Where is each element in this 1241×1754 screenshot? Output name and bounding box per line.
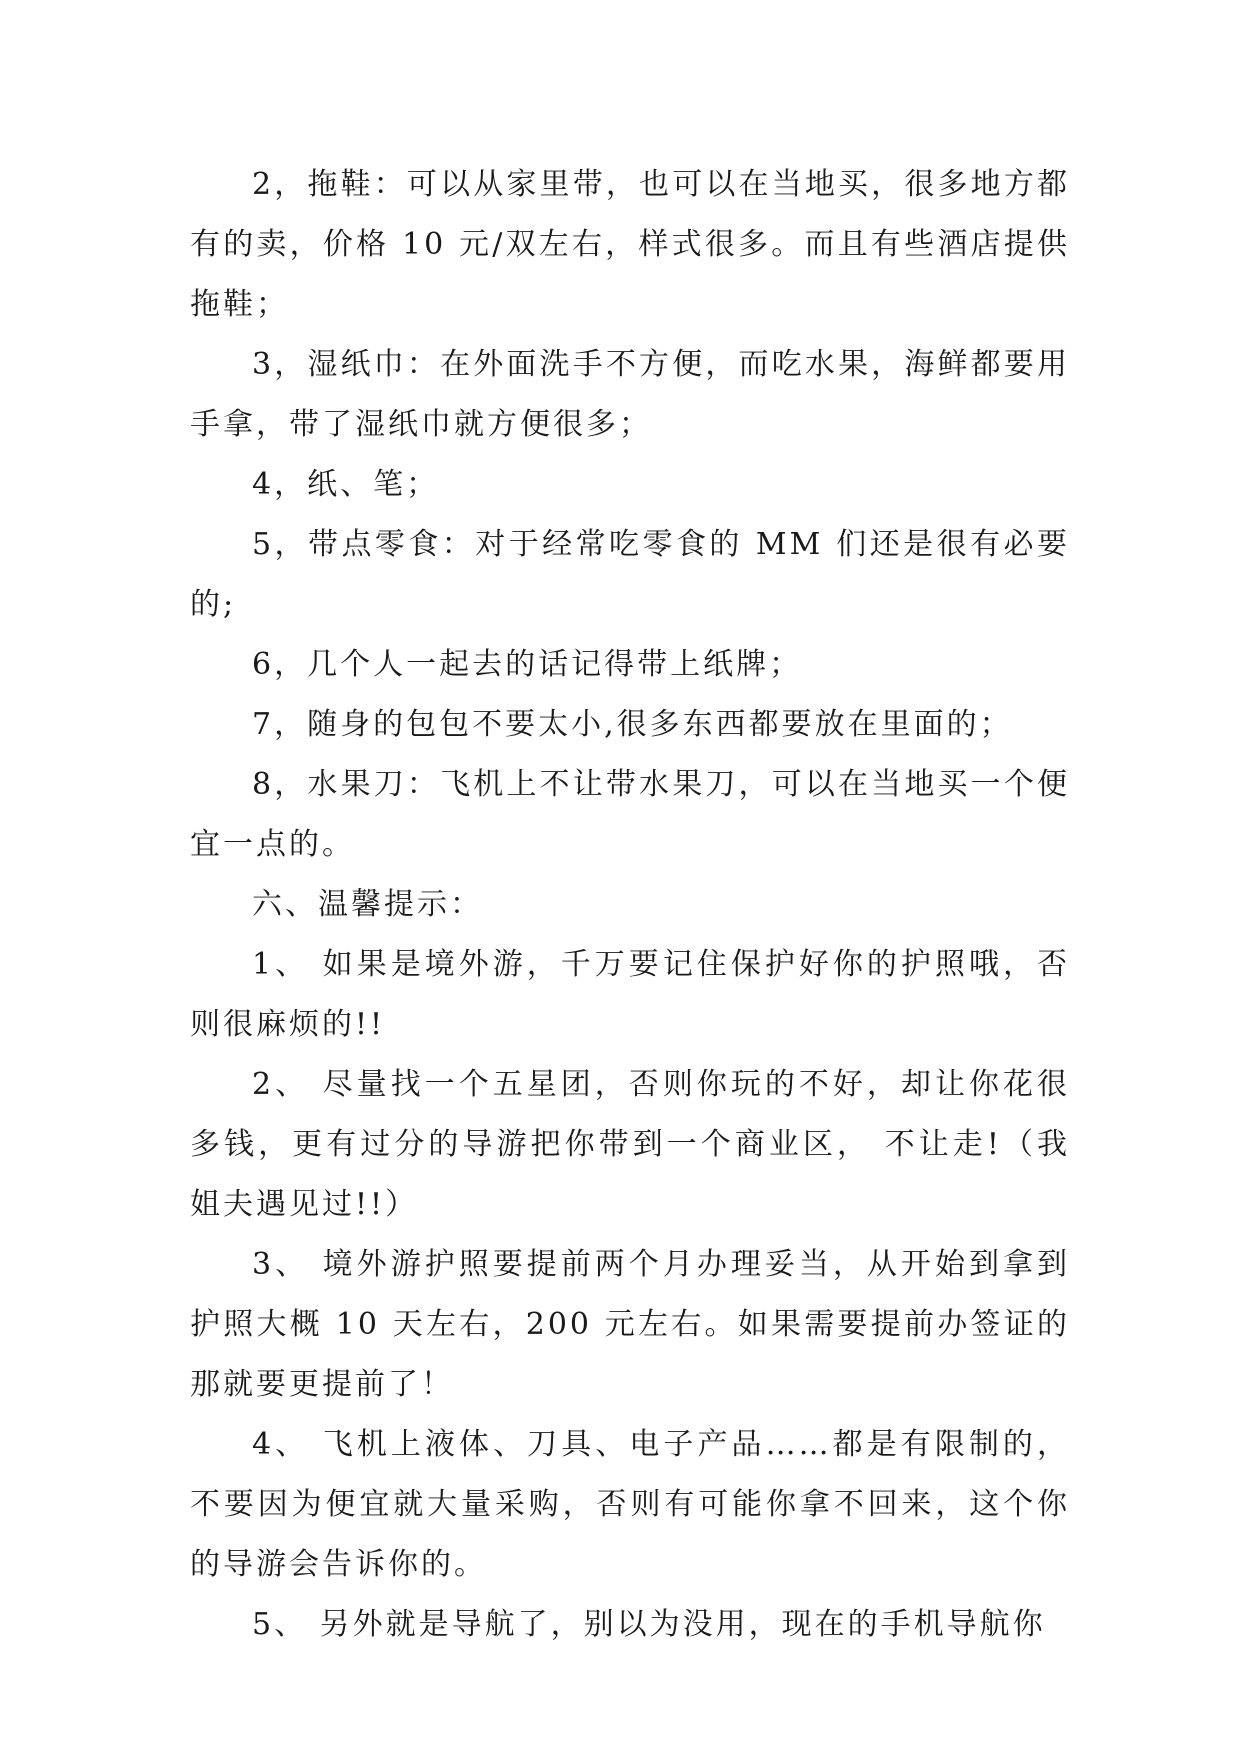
paragraph-paper-pen: 4，纸、笔； [252,467,440,502]
paragraph-fruit-knife: 8，水果刀：飞机上不让带水果刀，可以在当地买一个便宜一点的。 [190,767,1070,862]
paragraph-snacks: 5，带点零食：对于经常吃零食的 MM 们还是很有必要的; [190,527,1070,622]
paragraph-tip-restrictions: 4、 飞机上液体、刀具、电子产品……都是有限制的，不要因为便宜就大量采购，否则有可能你拿不回来，这个你的导游会告诉你的。 [190,1427,1070,1582]
paragraph-cards: 6，几个人一起去的话记得带上纸牌； [252,647,803,682]
section-heading-tips: 六、温馨提示： [252,887,483,922]
paragraph-slippers: 2，拖鞋：可以从家里带，也可以在当地买，很多地方都有的卖，价格 10 元/双左右，样式很多。而且有些酒店提供拖鞋； [190,167,1070,322]
paragraph-tip-navigation: 5、 另外就是导航了，别以为没用，现在的手机导航你 [252,1607,1046,1642]
paragraph-tip-passport-timing: 3、 境外游护照要提前两个月办理妥当，从开始到拿到护照大概 10 天左右，200 元左右。如果需要提前办签证的那就要更提前了！ [190,1247,1070,1402]
paragraph-tip-passport: 1、 如果是境外游，千万要记住保护好你的护照哦，否则很麻烦的!! [190,947,1070,1042]
document-body [190,155,1070,1655]
paragraph-bag: 7，随身的包包不要太小,很多东西都要放在里面的； [252,707,1013,742]
paragraph-tip-tour-group: 2、 尽量找一个五星团，否则你玩的不好，却让你花很多钱，更有过分的导游把你带到一个商业区， 不让走!（我姐夫遇见过!!） [190,1067,1070,1222]
paragraph-wet-wipes: 3，湿纸巾：在外面洗手不方便，而吃水果，海鲜都要用手拿，带了湿纸巾就方便很多； [190,347,1070,442]
